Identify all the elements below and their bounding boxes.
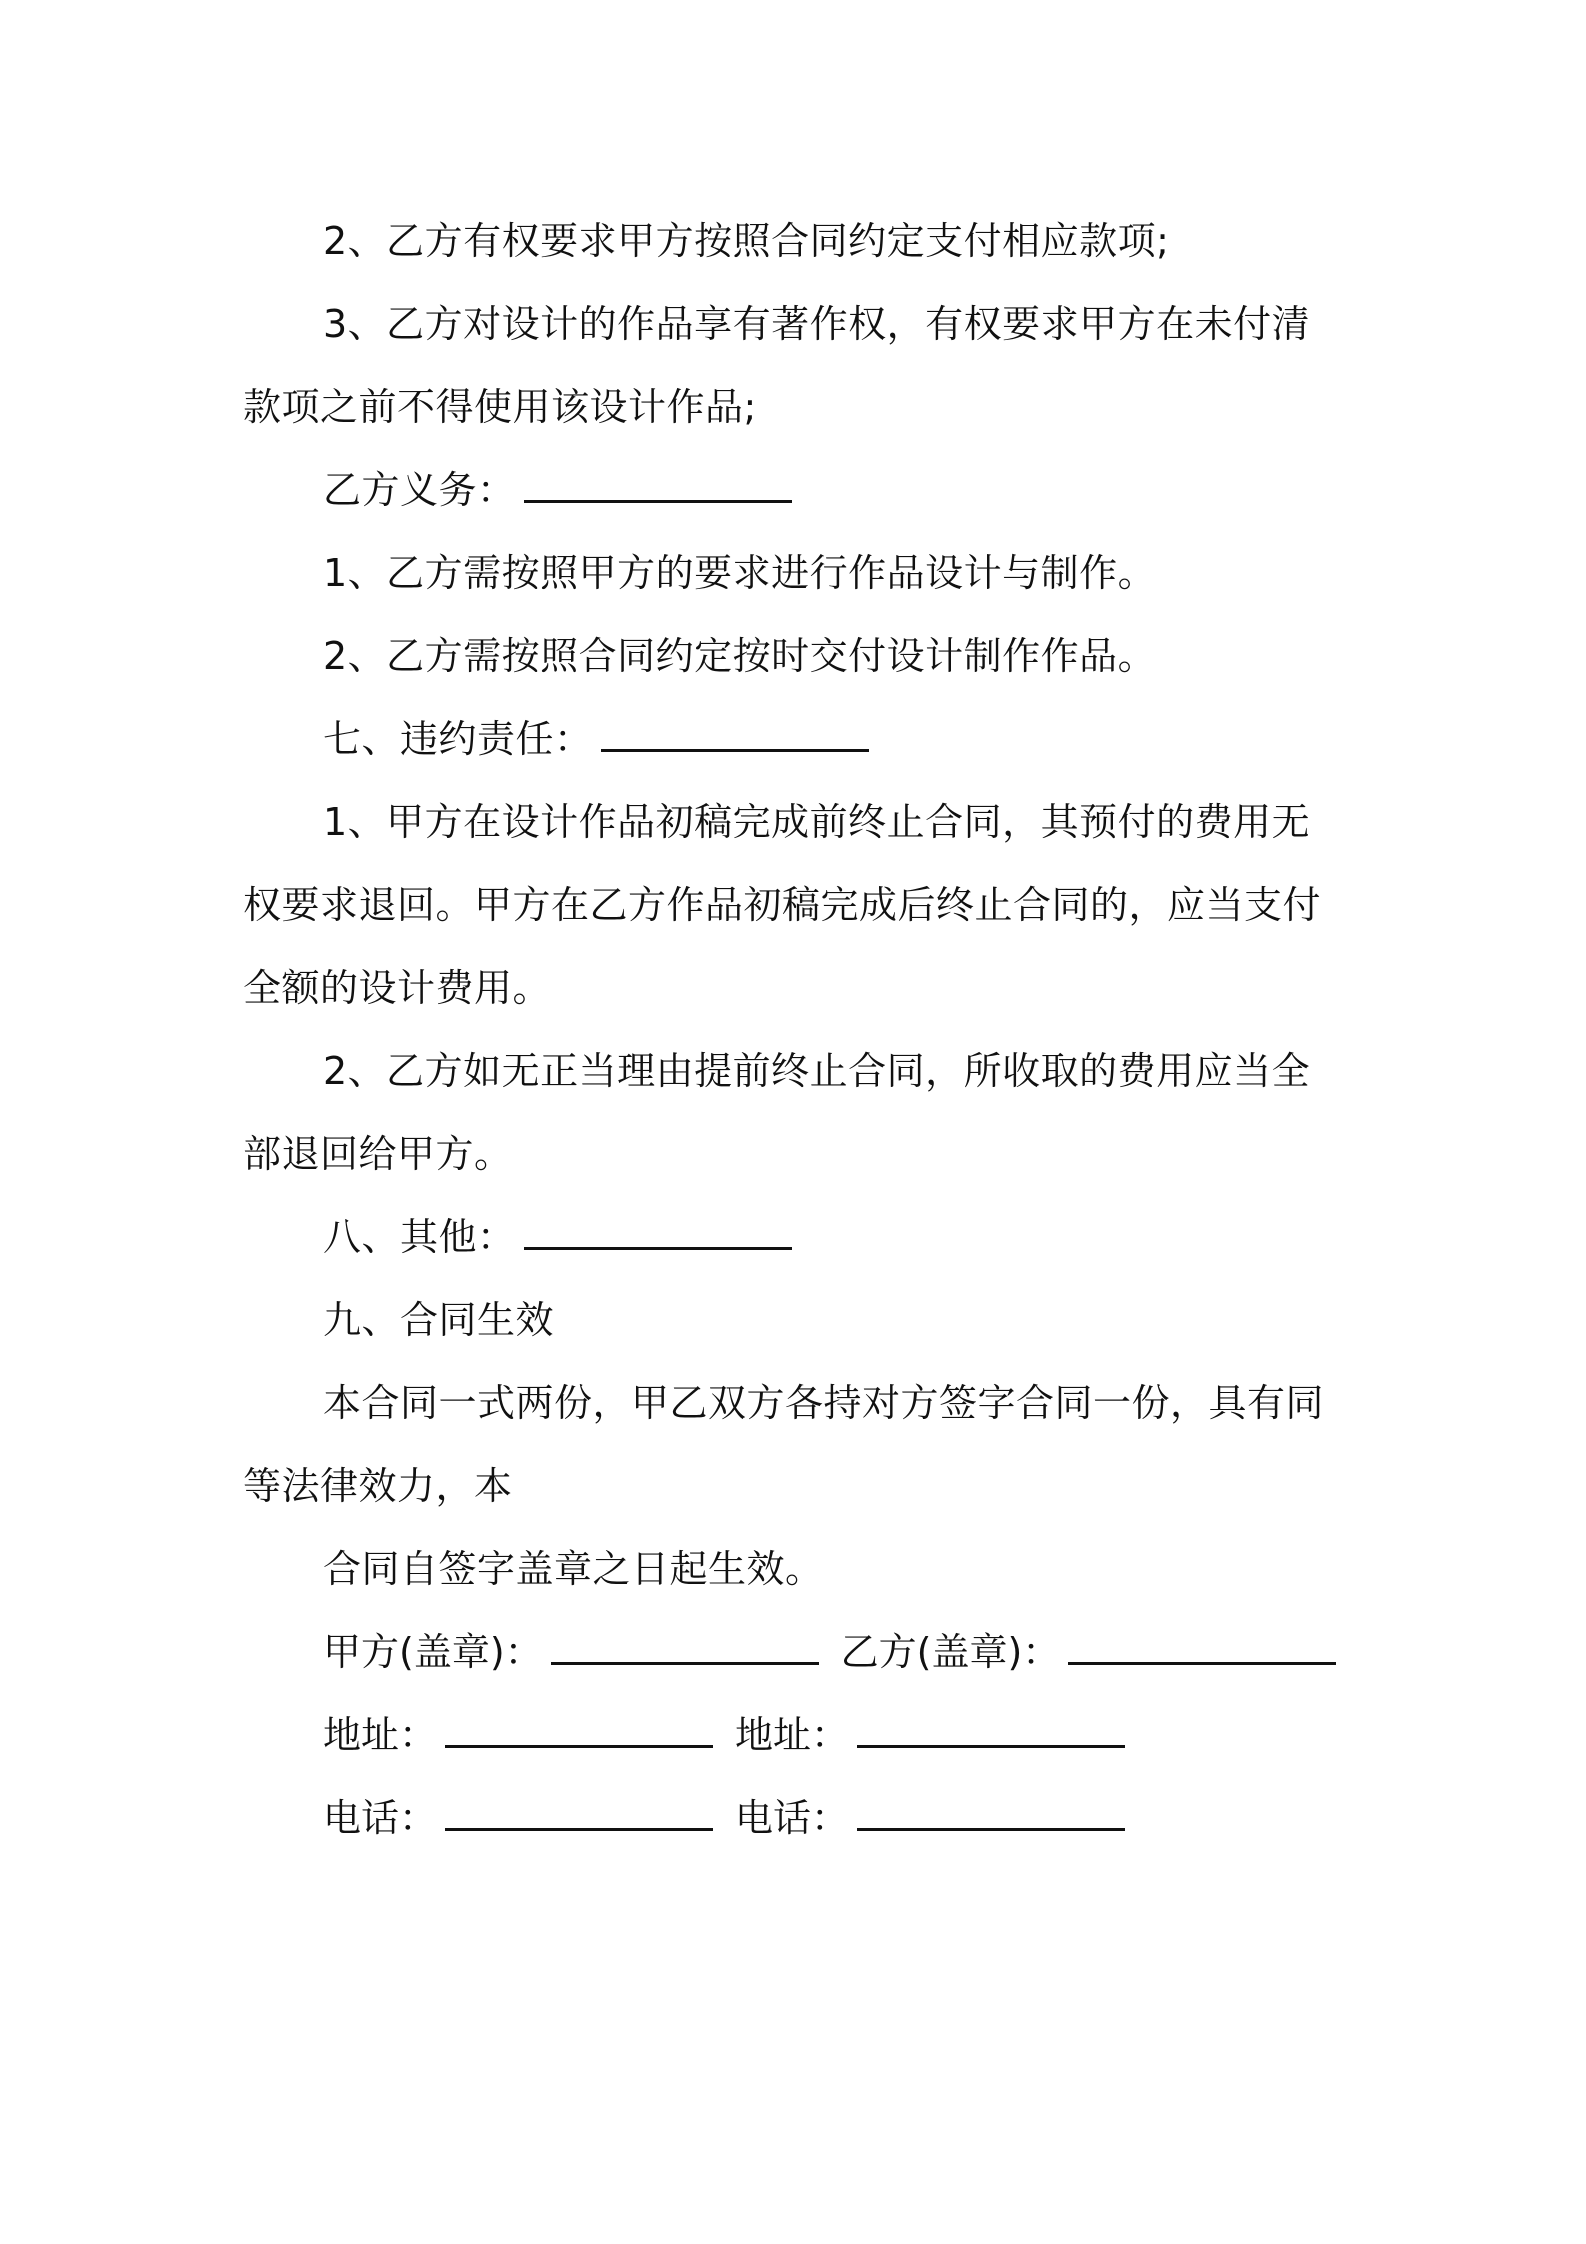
party-a-seal-label: 甲方(盖章)：: [323, 1630, 543, 1674]
party-b-phone-label: 电话：: [735, 1796, 850, 1840]
clause-b-right-3-line1: 3、乙方对设计的作品享有著作权，有权要求甲方在未付清: [323, 302, 1311, 346]
breach-liability-blank[interactable]: [601, 705, 869, 752]
party-a-phone: [323, 1777, 713, 1860]
party-b-phone-blank[interactable]: [857, 1784, 1125, 1831]
contract-body: [243, 200, 1355, 1860]
party-a-phone-label: 电话：: [323, 1796, 438, 1840]
breach-clause-2-line1: 2、乙方如无正当理由提前终止合同，所收取的费用应当全: [323, 1049, 1311, 1093]
party-b-seal-label: 乙方(盖章)：: [840, 1630, 1061, 1674]
party-b-obligations-blank[interactable]: [524, 456, 792, 503]
breach-clause-2-line2: 部退回给甲方。: [243, 1132, 513, 1176]
effectiveness-heading: 九、合同生效: [323, 1298, 555, 1342]
other-label: 八、其他：: [323, 1215, 516, 1259]
party-a-address: [323, 1694, 713, 1777]
party-b-obligations-label: 乙方义务：: [323, 468, 516, 512]
party-b-seal: [841, 1611, 1337, 1694]
party-a-seal-blank[interactable]: [551, 1618, 819, 1665]
seal-row: [243, 1611, 1355, 1694]
phone-row: [243, 1777, 1355, 1860]
party-b-address-blank[interactable]: [857, 1701, 1125, 1748]
other-heading: [243, 1196, 1355, 1279]
breach-clause-1-line2: 权要求退回。甲方在乙方作品初稿完成后终止合同的，应当支付: [243, 883, 1322, 927]
clause-b-obligation-1: 1、乙方需按照甲方的要求进行作品设计与制作。: [323, 551, 1157, 595]
clause-b-obligation-2: 2、乙方需按照合同约定按时交付设计制作作品。: [323, 634, 1157, 678]
other-blank[interactable]: [524, 1203, 792, 1250]
party-b-seal-blank[interactable]: [1068, 1618, 1336, 1665]
party-a-address-blank[interactable]: [445, 1701, 713, 1748]
party-b-obligations-heading: [243, 449, 1355, 532]
effectiveness-text-line3: 合同自签字盖章之日起生效。: [323, 1547, 824, 1591]
party-a-phone-blank[interactable]: [445, 1784, 713, 1831]
address-row: [243, 1694, 1355, 1777]
effectiveness-text-line2: 等法律效力，本: [243, 1464, 513, 1508]
breach-clause-1-line3: 全额的设计费用。: [243, 966, 552, 1010]
party-a-address-label: 地址：: [323, 1713, 438, 1757]
breach-liability-label: 七、违约责任：: [323, 717, 593, 761]
effectiveness-text-line1: 本合同一式两份，甲乙双方各持对方签字合同一份，具有同: [323, 1381, 1325, 1425]
party-b-address-label: 地址：: [735, 1713, 850, 1757]
party-a-seal: [323, 1611, 819, 1694]
clause-b-right-3-line2: 款项之前不得使用该设计作品;: [243, 385, 757, 429]
breach-clause-1-line1: 1、甲方在设计作品初稿完成前终止合同，其预付的费用无: [323, 800, 1311, 844]
party-b-phone: [735, 1777, 1125, 1860]
party-b-address: [735, 1694, 1125, 1777]
clause-b-right-2: 2、乙方有权要求甲方按照合同约定支付相应款项;: [323, 219, 1170, 263]
breach-liability-heading: [243, 698, 1355, 781]
